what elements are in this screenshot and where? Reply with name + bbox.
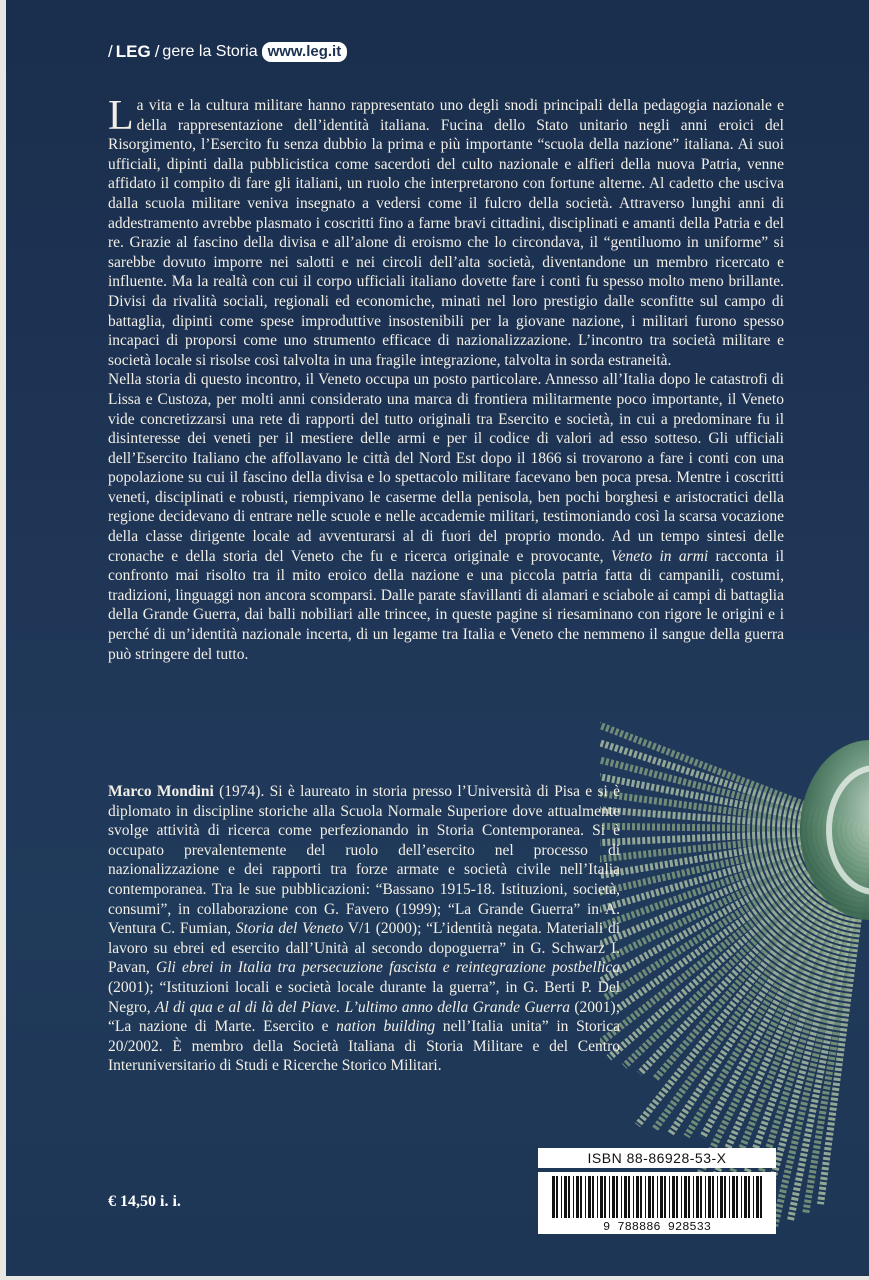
barcode-bar — [688, 1176, 690, 1218]
barcode-bar — [609, 1176, 610, 1218]
blurb-p1-text: a vita e la cultura militare hanno rappresentato uno degli snodi principali della pedagogia nazionale e della rappresentazione dell’identità italiana. Fucina dello Stato unitario negli anni eroici del Risorgimento, l’Esercito fu senza dubbio la prima e più importante “scuola della nazione” italiana. Ai suoi ufficiali, dipinti dalla pubblicistica come sacerdoti del culto nazionale e alfieri della nuova Patria, venne affidato il compito di fare gli italiani, un ruolo che interpretarono con fortune alterne. Al cadetto che usciva dalla scuola militare veniva insegnato a vedersi come il fulcro della società. Attraverso lunghi anni di addestramento avrebbe plasmato i coscritti fino a farne bravi cittadini, disciplinati e amanti della Patria e del re. Grazie al fascino della divisa e all’alone di eroismo che lo circondava, il “gentiluomo in uniforme” si sarebbe dovuto imporre nei salotti e nei circoli dell’alta società, diventandone un membro ricercato e influente. Ma la realtà con cui il corpo ufficiali italiano dovette fare i conti fu spesso molto meno brillante. Divisi da rivalità sociali, regionali ed economiche, minati nel loro prestigio dalle sconfitte sul campo di battaglia, dipinti come spese improduttive insostenibili per la giovane nazione, i militari furono spesso incapaci di proporsi come uno strumento efficace di nazionalizzazione. L’incontro tra società militare e società locale si risolse così talvolta in una fragile integrazione, talvolta in sorda estraneità. — [108, 97, 784, 369]
barcode-bar — [753, 1176, 754, 1218]
logo-tagline: gere la Storia — [162, 43, 258, 60]
barcode-bar — [664, 1176, 666, 1218]
barcode-bar — [616, 1176, 618, 1218]
barcode-bar — [736, 1176, 738, 1218]
publisher-url: www.leg.it — [262, 42, 348, 62]
bio-text-5: nell’Italia unita” in Storica 20/2002. È membro della Società Italiana di Storia Militare e del Centro Interuniversitario di Studi e Ricerche Storico Militari. — [108, 1018, 620, 1075]
drop-cap: L — [108, 93, 134, 139]
barcode-bar — [580, 1176, 582, 1218]
barcode-bar — [729, 1176, 730, 1218]
barcode-bar — [681, 1176, 682, 1218]
bio-text-3: (2001); “Istituzioni locali e società locale durante la guerra”, in G. Berti P. Del Negro, — [108, 978, 620, 1016]
logo-brand: LEG — [115, 42, 151, 61]
barcode-bar — [628, 1176, 630, 1218]
barcode-bar — [573, 1176, 574, 1218]
publisher-logo — [108, 40, 347, 64]
barcode-bar — [592, 1176, 594, 1218]
barcode-bar — [564, 1176, 567, 1218]
barcode-bar — [741, 1176, 742, 1218]
barcode-bar — [652, 1176, 654, 1218]
barcode-bar — [708, 1176, 711, 1218]
page-edge-bottom — [0, 1276, 869, 1280]
barcode-bar — [604, 1176, 606, 1218]
bio-italic-3: Al di qua e al di là del Piave. L’ultimo anno della Grande Guerra — [155, 998, 570, 1016]
barcode-bar — [612, 1176, 615, 1218]
bio-italic-4: nation building — [336, 1018, 436, 1036]
barcode-bar — [712, 1176, 714, 1218]
blurb-paragraph-2 — [108, 370, 784, 664]
barcode-bar — [760, 1176, 762, 1218]
barcode-bar — [640, 1176, 642, 1218]
barcode-bar — [600, 1176, 603, 1218]
barcode-bar — [693, 1176, 694, 1218]
logo-slash: / — [108, 42, 112, 61]
barcode-bar — [568, 1176, 570, 1218]
barcode-bar — [597, 1176, 598, 1218]
barcode-bar — [624, 1176, 627, 1218]
blurb-paragraph-1 — [108, 93, 784, 370]
bio-text-1: (1974). Si è laureato in storia presso l’Università di Pisa e si è diplomato in discipline storiche alla Scuola Normale Superiore dove attualmente svolge attività di ricerca come perfezionando in Storia Contemporanea. Si è occupato prevalentemente del ruolo dell’esercito nel processo di nazionalizzazione e dei rapporti tra forze armate e società civile nell’Italia contemporanea. Tra le sue pubblicazioni: “Bassano 1915-18. Istituzioni, società, consumi”, in collaborazione con G. Favero (1999); “La Grande Guerra” in A. Ventura C. Fumian, — [108, 783, 621, 938]
barcode-bar — [576, 1176, 579, 1218]
barcode-bar — [633, 1176, 634, 1218]
barcode-bar — [588, 1176, 591, 1218]
barcode-bar — [645, 1176, 646, 1218]
barcode-bar — [756, 1176, 759, 1218]
logo-slash-2: / — [154, 42, 159, 61]
barcode-bar — [724, 1176, 726, 1218]
barcode-bar — [561, 1176, 562, 1218]
barcode-digits: 9 788886 928533 — [602, 1220, 712, 1234]
barcode-bar — [684, 1176, 687, 1218]
barcode-bar — [720, 1176, 723, 1218]
author-bio — [108, 782, 620, 1076]
blurb-p2-text-a: Nella storia di questo incontro, il Veneto occupa un posto particolare. Annesso all’Italia dopo le catastrofi di Lissa e Custoza, per molti anni considerato una marca di frontiera militarmente poco importante, il Veneto vide concretizzarsi una rete di rapporti del tutto originali tra Esercito e società, in cui a predominare fu il disinteresse dei veneti per il mestiere delle armi e per il codice di valori ad esso sotteso. Gli ufficiali dell’Esercito Italiano che affollavano le città del Nord Est dopo il 1866 si trovarono a fare i conti con una popolazione su cui il fascino della divisa e lo spettacolo militare facevano ben poca presa. Mentre i coscritti veneti, disciplinati e robusti, riempivano le caserme della penisola, ben pochi borghesi e aristocratici della regione decidevano di entrare nelle scuole e nelle accademie militari, testimoniando così la scarsa vocazione della classe dirigente locale ad avventurarsi al di fuori del proprio mondo. Ad un tempo sintesi delle cronache e della storia del Veneto che fu e ricerca originale e provocante, — [108, 371, 784, 565]
barcode-bar — [556, 1176, 558, 1218]
bio-text-4: (2001); “La nazione di Marte. Esercito e — [108, 998, 620, 1036]
barcode-bar — [676, 1176, 678, 1218]
barcode-bar — [660, 1176, 663, 1218]
blurb-text — [108, 93, 785, 664]
barcode-bar — [669, 1176, 670, 1218]
barcode-bar — [744, 1176, 747, 1218]
page-edge-left — [0, 0, 6, 1280]
blurb-p2-text-b: racconta il confronto mai risolto tra il mito eroico della nazione e una piccola patria fatta di campanili, costumi, tradizioni, linguaggi non ancora scomparsi. Dalle parate sfavillanti di alamari e sciabole ai campi di battaglia della Grande Guerra, dai balli nobiliari alle trincee, in queste pagine si riesaminano con rigore le origini e i perché di un’identità nazionale incerta, di un legame tra Italia e Veneto che nemmeno il sangue della guerra può stringere del tutto. — [108, 547, 785, 663]
barcode-bar — [552, 1176, 555, 1218]
barcode-bar — [636, 1176, 639, 1218]
book-title-italic: Veneto in armi — [610, 547, 709, 565]
barcode-bar — [717, 1176, 718, 1218]
barcode-bar — [705, 1176, 706, 1218]
barcode-bar — [621, 1176, 622, 1218]
price: € 14,50 i. i. — [108, 1193, 181, 1210]
barcode-bar — [657, 1176, 658, 1218]
barcode-bar — [748, 1176, 750, 1218]
bio-italic-2: Gli ebrei in Italia tra persecuzione fascista e reintegrazione postbellica — [156, 959, 620, 977]
barcode — [538, 1172, 776, 1234]
author-name: Marco Mondini — [108, 783, 214, 800]
barcode-bar — [696, 1176, 699, 1218]
barcode-bar — [732, 1176, 735, 1218]
bio-text-2: V/1 (2000); “L’identità negata. Materiali di lavoro su ebrei ed esercito dall’Unità al secondo dopoguerra” in G. Schwarz I. Pavan, — [108, 920, 621, 977]
bio-italic-1: Storia del Veneto — [235, 920, 344, 938]
isbn-label: ISBN 88-86928-53-X — [538, 1148, 776, 1168]
barcode-bar — [672, 1176, 675, 1218]
barcode-bar — [585, 1176, 586, 1218]
barcode-bar — [648, 1176, 651, 1218]
barcode-bar — [700, 1176, 702, 1218]
